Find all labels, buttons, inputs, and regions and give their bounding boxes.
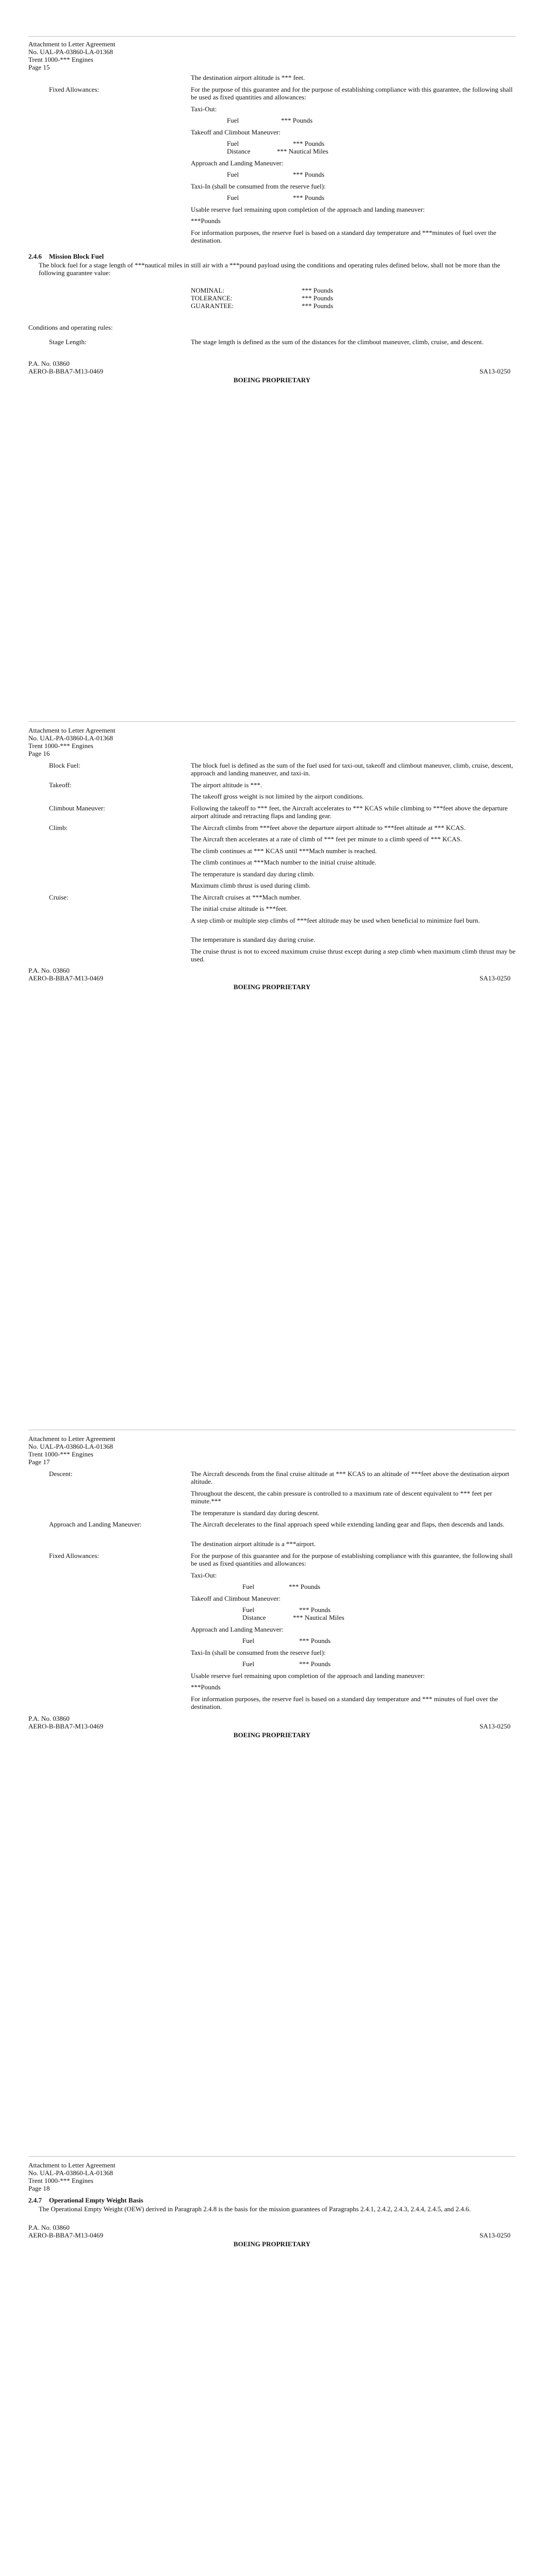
- stage-length-text: The stage length is defined as the sum of the distances for the climbout maneuver, climb, cruise, and descent.: [191, 338, 484, 346]
- usable-reserve-label: Usable reserve fuel remaining upon completion of the approach and landing maneuver:: [191, 1672, 425, 1680]
- header-attachment: Attachment to Letter Agreement: [28, 2161, 116, 2169]
- cruise-rule-1: The Aircraft cruises at ***Mach number.: [191, 893, 301, 901]
- footer-sa-code: SA13-0250: [480, 2231, 510, 2239]
- block-fuel-text: The block fuel is defined as the sum of the fuel used for taxi-out, takeoff and climbout maneuver, climb, cruise, descent, approach and landing maneuver, and taxi-in.: [191, 761, 513, 777]
- footer-pa-number: P.A. No. 03860: [28, 967, 70, 974]
- taxi-in-label: Taxi-In (shall be consumed from the reserve fuel):: [191, 1649, 326, 1656]
- takeoff-distance-value: *** Nautical Miles: [293, 1614, 344, 1621]
- takeoff-rule-2: The takeoff gross weight is not limited by the airport conditions.: [191, 792, 364, 800]
- takeoff-rule-1: The airport altitude is ***.: [191, 781, 262, 789]
- header-letter-number: No. UAL-PA-03860-LA-01368: [28, 2169, 113, 2177]
- guarantee-label: GUARANTEE:: [191, 302, 234, 310]
- taxi-out-label: Taxi-Out:: [191, 105, 217, 113]
- header-engines: Trent 1000-*** Engines: [28, 1450, 93, 1458]
- climb-rule-2: The Aircraft then accelerates at a rate of climb of *** feet per minute to a climb speed of *** KCAS.: [191, 835, 462, 843]
- footer-proprietary: BOEING PROPRIETARY: [233, 983, 311, 991]
- taxi-out-fuel-value: *** Pounds: [281, 116, 313, 124]
- page-top-rule: [28, 2156, 516, 2157]
- reserve-fuel-info: For information purposes, the reserve fuel is based on a standard day temperature and ***minutes of fuel over the destination.: [191, 229, 497, 244]
- footer-pa-number: P.A. No. 03860: [28, 1715, 70, 1722]
- fixed-allowances-label: Fixed Allowances:: [49, 86, 100, 93]
- footer-aero-ref: AERO-B-BBA7-M13-0469: [28, 2231, 104, 2239]
- header-engines: Trent 1000-*** Engines: [28, 742, 93, 750]
- section-title: Mission Block Fuel: [49, 252, 104, 260]
- approach-fuel-label: Fuel: [242, 1637, 255, 1645]
- fixed-allowances-text: For the purpose of this guarantee and for the purpose of establishing compliance with this guarantee, the following shall be used as fixed quantities and allowances:: [191, 86, 513, 101]
- cruise-rule-4: The temperature is standard day during cruise.: [191, 936, 316, 943]
- destination-altitude: The destination airport altitude is *** feet.: [191, 74, 305, 81]
- taxi-in-fuel-value: *** Pounds: [299, 1660, 331, 1668]
- climb-rule-3: The climb continues at *** KCAS until ***Mach number is reached.: [191, 847, 377, 855]
- takeoff-fuel-label: Fuel: [242, 1606, 255, 1614]
- cruise-rule-2: The initial cruise altitude is ***feet.: [191, 905, 288, 912]
- footer-proprietary: BOEING PROPRIETARY: [233, 2240, 311, 2248]
- approach-landing-label: Approach and Landing Maneuver:: [49, 1520, 142, 1528]
- approach-fuel-value: *** Pounds: [293, 171, 325, 178]
- taxi-out-fuel-label: Fuel: [227, 116, 239, 124]
- section-number: 2.4.6: [28, 252, 42, 260]
- taxi-out-fuel-label: Fuel: [242, 1583, 255, 1590]
- taxi-in-fuel-value: *** Pounds: [293, 194, 325, 201]
- cruise-rule-5: The cruise thrust is not to exceed maximum cruise thrust except during a step climb when maximum climb thrust may be used.: [191, 947, 516, 963]
- header-page-number: Page 15: [28, 63, 50, 71]
- page-top-rule: [28, 36, 516, 37]
- footer-pa-number: P.A. No. 03860: [28, 360, 70, 367]
- header-engines: Trent 1000-*** Engines: [28, 2177, 93, 2184]
- taxi-in-fuel-label: Fuel: [242, 1660, 255, 1668]
- header-page-number: Page 17: [28, 1458, 50, 1466]
- section-intro: The block fuel for a stage length of ***nautical miles in still air with a ***pound payload using the conditions and operating rules defined below, shall not be more than the following guarantee value:: [39, 261, 500, 277]
- approach-rule-1: The Aircraft decelerates to the final approach speed while extending landing gear and flaps, then descends and lands.: [191, 1520, 505, 1528]
- taxi-out-fuel-value: *** Pounds: [289, 1583, 321, 1590]
- takeoff-fuel-value: *** Pounds: [293, 140, 325, 147]
- reserve-fuel-info: For information purposes, the reserve fuel is based on a standard day temperature and *** minutes of fuel over the destination.: [191, 1695, 498, 1710]
- block-fuel-label: Block Fuel:: [49, 761, 81, 769]
- cruise-label: Cruise:: [49, 893, 69, 901]
- approach-rule-2: The destination airport altitude is a ***airport.: [191, 1540, 316, 1548]
- usable-reserve-label: Usable reserve fuel remaining upon completion of the approach and landing maneuver:: [191, 206, 425, 213]
- footer-sa-code: SA13-0250: [480, 367, 510, 375]
- nominal-value: *** Pounds: [302, 286, 334, 294]
- footer-aero-ref: AERO-B-BBA7-M13-0469: [28, 1722, 104, 1730]
- takeoff-fuel-value: *** Pounds: [299, 1606, 331, 1614]
- header-attachment: Attachment to Letter Agreement: [28, 40, 116, 48]
- footer-aero-ref: AERO-B-BBA7-M13-0469: [28, 974, 104, 982]
- takeoff-distance-value: *** Nautical Miles: [277, 147, 328, 155]
- header-engines: Trent 1000-*** Engines: [28, 56, 93, 63]
- descent-rule-3: The temperature is standard day during descent.: [191, 1509, 320, 1517]
- takeoff-distance-label: Distance: [242, 1614, 266, 1621]
- page-top-rule: [28, 721, 516, 722]
- section-text: The Operational Empty Weight (OEW) derived in Paragraph 2.4.8 is the basis for the mission guarantees of Paragraphs 2.4.1, 2.4.2, 2.4.3, 2.4.4, 2.4.5, and 2.4.6.: [39, 2205, 471, 2213]
- takeoff-fuel-label: Fuel: [227, 140, 239, 147]
- stage-length-label: Stage Length:: [49, 338, 87, 346]
- descent-rule-2: Throughout the descent, the cabin pressure is controlled to a maximum rate of descent equivalent to *** feet per minute.***: [191, 1489, 492, 1505]
- header-page-number: Page 18: [28, 2184, 50, 2192]
- fixed-allowances-text: For the purpose of this guarantee and for the purpose of establishing compliance with this guarantee, the following shall be used as fixed quantities and allowances:: [191, 1552, 513, 1567]
- section-number: 2.4.7: [28, 2196, 42, 2204]
- approach-fuel-value: *** Pounds: [299, 1637, 331, 1645]
- guarantee-value: *** Pounds: [302, 302, 334, 310]
- descent-label: Descent:: [49, 1470, 73, 1478]
- usable-reserve-value: ***Pounds: [191, 1683, 221, 1691]
- climb-rule-1: The Aircraft climbs from ***feet above the departure airport altitude to ***feet altitude at *** KCAS.: [191, 824, 466, 832]
- usable-reserve-value: ***Pounds: [191, 217, 221, 225]
- climbout-label: Climbout Maneuver:: [49, 804, 105, 812]
- climb-rule-5: The temperature is standard day during climb.: [191, 870, 315, 878]
- tolerance-value: *** Pounds: [302, 294, 334, 302]
- climbout-text: Following the takeoff to *** feet, the Aircraft accelerates to *** KCAS while climbing to ***feet above the departure airport altitude and retracting flaps and landing gear.: [191, 804, 508, 820]
- taxi-in-fuel-label: Fuel: [227, 194, 239, 201]
- cruise-rule-3: A step climb or multiple step climbs of ***feet altitude may be used when beneficial to minimize fuel burn.: [191, 917, 480, 924]
- climb-label: Climb:: [49, 824, 68, 832]
- tolerance-label: TOLERANCE:: [191, 294, 233, 302]
- footer-pa-number: P.A. No. 03860: [28, 2224, 70, 2231]
- taxi-out-label: Taxi-Out:: [191, 1571, 217, 1579]
- footer-proprietary: BOEING PROPRIETARY: [233, 376, 311, 384]
- takeoff-climbout-label: Takeoff and Climbout Maneuver:: [191, 128, 281, 136]
- header-letter-number: No. UAL-PA-03860-LA-01368: [28, 1443, 113, 1450]
- approach-fuel-label: Fuel: [227, 171, 239, 178]
- nominal-label: NOMINAL:: [191, 286, 224, 294]
- takeoff-climbout-label: Takeoff and Climbout Maneuver:: [191, 1595, 281, 1602]
- takeoff-label: Takeoff:: [49, 781, 72, 789]
- taxi-in-label: Taxi-In (shall be consumed from the reserve fuel):: [191, 182, 326, 190]
- header-letter-number: No. UAL-PA-03860-LA-01368: [28, 48, 113, 56]
- header-letter-number: No. UAL-PA-03860-LA-01368: [28, 734, 113, 742]
- conditions-heading: Conditions and operating rules:: [28, 324, 113, 331]
- approach-landing-label: Approach and Landing Maneuver:: [191, 159, 284, 167]
- climb-rule-4: The climb continues at ***Mach number to the initial cruise altitude.: [191, 858, 376, 866]
- descent-rule-1: The Aircraft descends from the final cruise altitude at *** KCAS to an altitude of ***feet above the destination airport altitude.: [191, 1470, 509, 1485]
- footer-proprietary: BOEING PROPRIETARY: [233, 1731, 311, 1739]
- footer-sa-code: SA13-0250: [480, 974, 510, 982]
- takeoff-distance-label: Distance: [227, 147, 251, 155]
- approach-maneuver-label: Approach and Landing Maneuver:: [191, 1625, 284, 1633]
- climb-rule-6: Maximum climb thrust is used during climb.: [191, 882, 311, 889]
- section-title: Operational Empty Weight Basis: [49, 2196, 143, 2204]
- fixed-allowances-label: Fixed Allowances:: [49, 1552, 100, 1560]
- footer-aero-ref: AERO-B-BBA7-M13-0469: [28, 367, 104, 375]
- header-attachment: Attachment to Letter Agreement: [28, 726, 116, 734]
- footer-sa-code: SA13-0250: [480, 1722, 510, 1730]
- header-page-number: Page 16: [28, 750, 50, 757]
- header-attachment: Attachment to Letter Agreement: [28, 1435, 116, 1443]
